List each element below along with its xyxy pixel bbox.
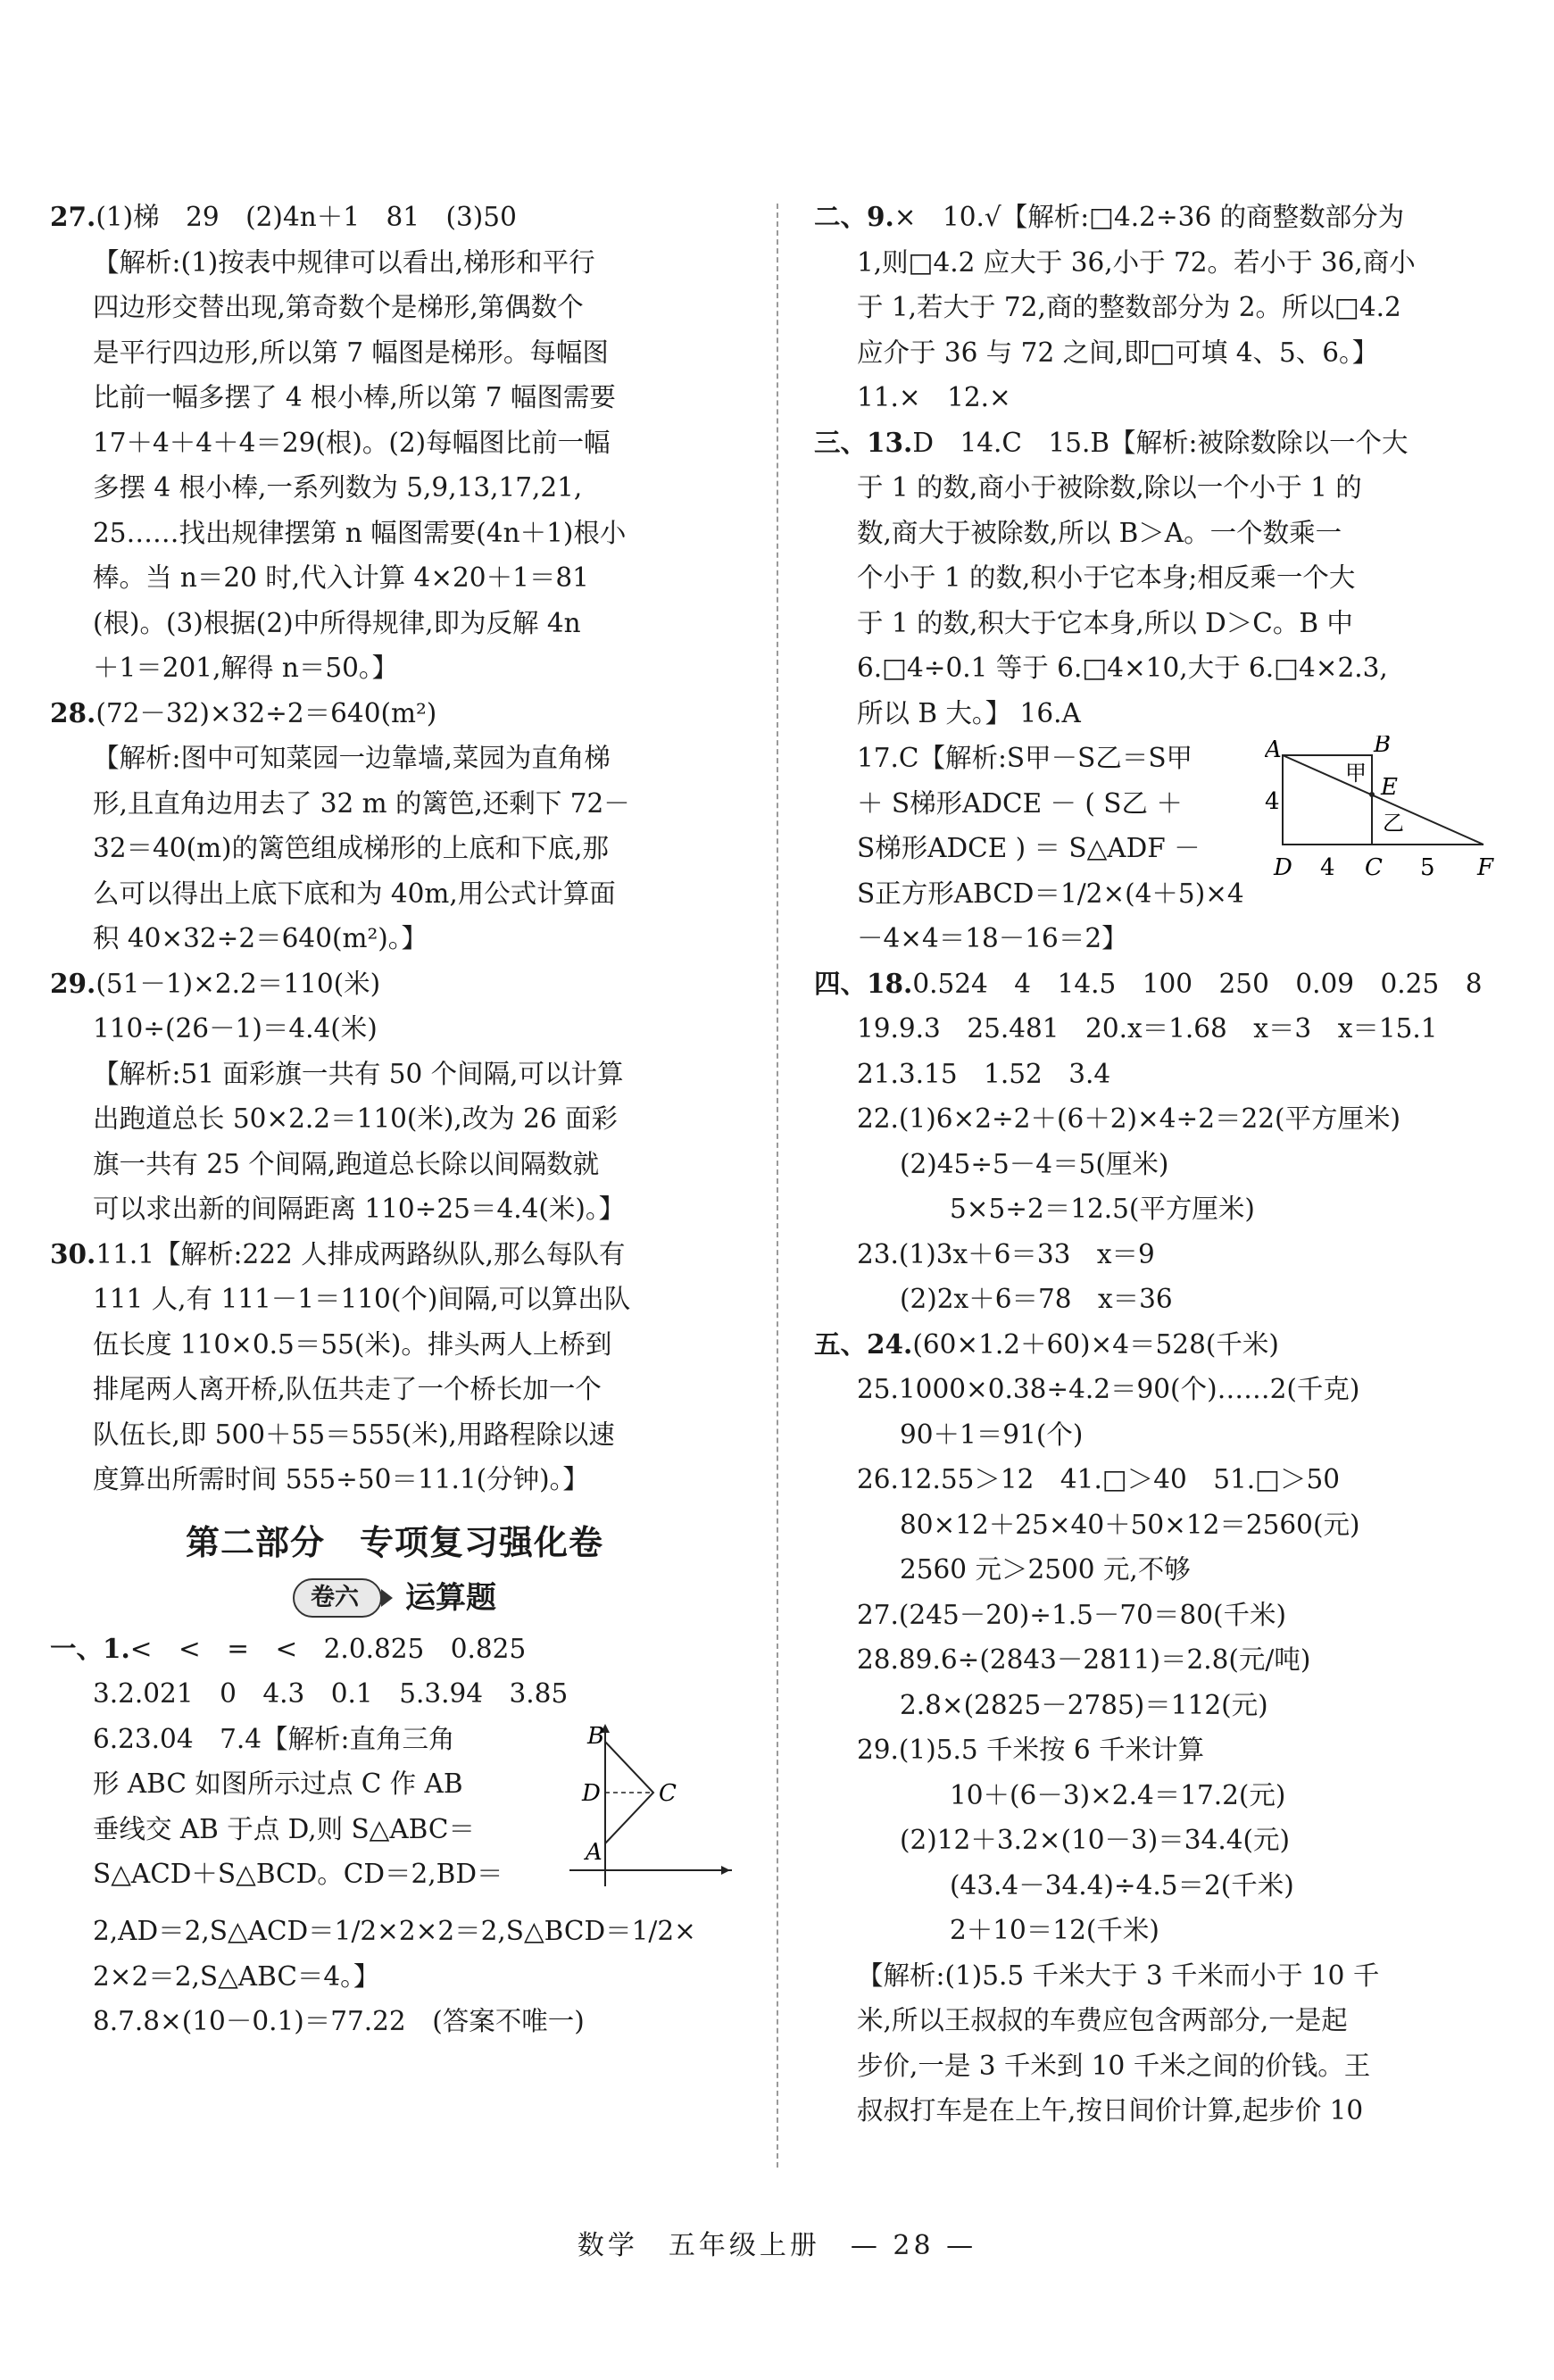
answer-text: × 10.√【解析:□4.2÷36 的商整数部分为: [893, 202, 1405, 232]
section-name: 运算题: [405, 1580, 496, 1616]
answer-line: [814, 1096, 1506, 1142]
answer-text: 伍长度 110×0.5＝55(米)。排头两人上桥到: [93, 1328, 612, 1360]
answer-text: 可以求出新的间隔距离 110÷25＝4.4(米)。】: [93, 1194, 626, 1224]
answer-text: 是平行四边形,所以第 7 幅图是梯形。每幅图: [93, 337, 609, 368]
answer-line: [50, 1367, 739, 1412]
answer-line: [50, 691, 739, 736]
question-number: 三、13.: [814, 426, 913, 458]
answer-line: [50, 1909, 739, 1954]
answer-line: [50, 195, 739, 240]
answer-line: [50, 961, 739, 1007]
answer-line: [50, 1954, 739, 2000]
answer-text: 23.(1)3x＋6＝33 x＝9: [857, 1238, 1155, 1269]
answer-text: (2)2x＋6＝78 x＝36: [900, 1284, 1173, 1314]
answer-line: [814, 1727, 1506, 1773]
q6-block: [50, 1717, 739, 1910]
answer-line: [814, 1412, 1506, 1458]
answer-line: S正方形ABCD＝1/2×(4＋5)×4: [857, 878, 1244, 909]
answer-line: [814, 1367, 1506, 1412]
question-number: 29.: [50, 967, 96, 999]
answer-text: 步价,一是 3 千米到 10 千米之间的价钱。王: [857, 2050, 1371, 2081]
answer-text: 32＝40(m)的篱笆组成梯形的上底和下底,那: [93, 833, 609, 863]
answer-line: [50, 871, 739, 917]
answer-text: 米,所以王叔叔的车费应包含两部分,一是起: [857, 2005, 1348, 2035]
answer-text: 11.1【解析:222 人排成两路纵队,那么每队有: [96, 1238, 626, 1269]
answer-line: [50, 781, 739, 827]
answer-line: [50, 1999, 739, 2044]
answer-text: 22.(1)6×2÷2＋(6＋2)×4÷2＝22(平方厘米): [857, 1103, 1401, 1134]
label-c: C: [1365, 854, 1383, 881]
answer-line: [50, 1232, 739, 1277]
answer-line: [814, 916, 1506, 961]
answer-text: 25.1000×0.38÷4.2＝90(个)……2(千克): [857, 1374, 1360, 1404]
answer-line: [50, 601, 739, 646]
q17-text: [814, 736, 1265, 916]
answer-text: 2×2＝2,S△ABC＝4。】: [93, 1960, 380, 1992]
answer-line: [50, 1322, 739, 1368]
answer-text: (1)梯 29 (2)4n＋1 81 (3)50: [96, 202, 517, 232]
label-d: D: [1274, 854, 1292, 881]
answer-line: [50, 1096, 739, 1142]
question-number: 28.: [50, 696, 96, 728]
label-dc: 4: [1320, 854, 1335, 881]
label-a: A: [586, 1838, 602, 1866]
answer-line: [50, 375, 739, 420]
answer-line: [814, 195, 1506, 240]
answer-text: 于 1 的数,商小于被除数,除以一个小于 1 的: [857, 472, 1362, 503]
answer-text: －4×4＝18－16＝2】: [857, 923, 1128, 953]
page-footer: 数学 五年级上册 — 28 —: [577, 2230, 977, 2261]
question-number: 30.: [50, 1237, 96, 1269]
answer-line: [50, 240, 739, 286]
answer-line: S梯形ADCE ) ＝ S△ADF －: [857, 833, 1201, 863]
answer-line: [814, 1818, 1506, 1863]
answer-line: [814, 1277, 1506, 1322]
answer-text: 2＋10＝12(千米): [950, 1915, 1159, 1945]
answer-text: 27.(245－20)÷1.5－70＝80(千米): [857, 1599, 1287, 1630]
answer-text: 【解析:(1)5.5 千米大于 3 千米而小于 10 千: [857, 1960, 1380, 1991]
answer-line: S△ACD＋S△BCD。CD＝2,BD＝: [93, 1859, 503, 1889]
answer-line: [50, 1412, 739, 1458]
label-f: F: [1477, 854, 1494, 881]
answer-text: 【解析:(1)按表中规律可以看出,梯形和平行: [93, 246, 595, 278]
answer-line: [814, 1953, 1506, 1999]
answer-line: [814, 285, 1506, 330]
answer-text: 0.524 4 14.5 100 250 0.09 0.25 8: [912, 968, 1483, 999]
section-header: [50, 1576, 739, 1621]
answer-line: [814, 1006, 1506, 1052]
label-a: A: [1265, 736, 1282, 763]
answer-text: 25……找出规律摆第 n 幅图需要(4n＋1)根小: [93, 517, 627, 548]
answer-line: [814, 645, 1506, 691]
answer-text: 积 40×32÷2＝640(m²)。】: [93, 923, 428, 953]
answer-line: [814, 1637, 1506, 1683]
answer-text: 数,商大于被除数,所以 B＞A。一个数乘一: [857, 517, 1342, 548]
answer-text: 叔叔打车是在上午,按日间价计算,起步价 10: [857, 2095, 1364, 2126]
answer-line: [814, 330, 1506, 376]
answer-text: 么可以得出上底下底和为 40m,用公式计算面: [93, 878, 616, 909]
answer-line: [814, 555, 1506, 601]
answer-line: [814, 240, 1506, 286]
answer-line: [50, 1627, 739, 1672]
label-b: B: [587, 1722, 605, 1750]
answer-line: [814, 1052, 1506, 1097]
answer-text: (2)45÷5－4＝5(厘米): [900, 1148, 1169, 1179]
q6-text: [50, 1717, 561, 1897]
answer-text: 【解析:51 面彩旗一共有 50 个间隔,可以计算: [93, 1058, 624, 1089]
answer-line: [50, 555, 739, 601]
answer-text: 8.7.8×(10－0.1)＝77.22 (答案不唯一): [93, 2006, 585, 2036]
answer-line: [50, 420, 739, 466]
answer-text: 90＋1＝91(个): [900, 1419, 1084, 1450]
answer-text: (43.4－34.4)÷4.5＝2(千米): [950, 1869, 1294, 1901]
label-yi: 乙: [1383, 811, 1404, 836]
answer-text: 111 人,有 111－1＝110(个)间隔,可以算出队: [93, 1284, 631, 1314]
answer-line: [50, 285, 739, 330]
answer-text: 出跑道总长 50×2.2＝110(米),改为 26 面彩: [93, 1103, 619, 1134]
answer-text: 28.89.6÷(2843－2811)＝2.8(元/吨): [857, 1644, 1311, 1675]
question-number: 27.: [50, 201, 96, 232]
answer-line: 6.23.04 7.4【解析:直角三角: [93, 1723, 455, 1754]
answer-text: 3.2.021 0 4.3 0.1 5.3.94 3.85: [93, 1678, 569, 1709]
answer-text: 19.9.3 25.481 20.x＝1.68 x＝3 x＝15.1: [857, 1013, 1438, 1044]
answer-text: 个小于 1 的数,积小于它本身;相反乘一个大: [857, 562, 1356, 593]
label-b: B: [1374, 736, 1392, 758]
answer-line: [50, 916, 739, 961]
answer-text: (2)12＋3.2×(10－3)＝34.4(元): [900, 1825, 1290, 1855]
answer-line: [814, 1457, 1506, 1502]
answer-line: [814, 1773, 1506, 1818]
answer-line: [50, 1457, 739, 1502]
answer-line: [814, 1547, 1506, 1593]
answer-line: [814, 420, 1506, 466]
label-jia: 甲: [1345, 761, 1367, 786]
answer-text: 排尾两人离开桥,队伍共走了一个桥长加一个: [93, 1374, 602, 1404]
answer-text: 26.12.55＞12 41.□＞40 51.□＞50: [857, 1464, 1341, 1494]
right-column: [814, 195, 1506, 2134]
answer-text: 队伍长,即 500＋55＝555(米),用路程除以速: [93, 1419, 615, 1450]
answer-text: (60×1.2＋60)×4＝528(千米): [912, 1328, 1279, 1360]
left-answers-part1: [50, 195, 739, 1502]
label-side: 4: [1265, 788, 1280, 815]
answer-line: [50, 1277, 739, 1322]
answer-text: 5×5÷2＝12.5(平方厘米): [950, 1194, 1255, 1224]
answer-line: [814, 1322, 1506, 1368]
answer-line: [814, 691, 1506, 736]
answer-text: (根)。(3)根据(2)中所得规律,即为反解 4n: [93, 607, 581, 638]
answer-line: [814, 1142, 1506, 1187]
answer-text: (51－1)×2.2＝110(米): [96, 968, 381, 999]
q17-block: [814, 736, 1506, 916]
answer-text: 10＋(6－3)×2.4＝17.2(元): [950, 1779, 1286, 1810]
answer-text: 度算出所需时间 555÷50＝11.1(分钟)。】: [93, 1464, 589, 1494]
label-d: D: [582, 1779, 601, 1807]
answer-line: [814, 1863, 1506, 1909]
right-answers-part1: [814, 195, 1506, 736]
answer-line: [50, 1052, 739, 1097]
x-axis-arrow: [721, 1866, 730, 1875]
answer-text: 2.8×(2825－2785)＝112(元): [900, 1689, 1268, 1720]
answer-text: 2,AD＝2,S△ACD＝1/2×2×2＝2,S△BCD＝1/2×: [93, 1916, 696, 1946]
answer-text: 四边形交替出现,第奇数个是梯形,第偶数个: [93, 292, 584, 322]
answer-line: [814, 1998, 1506, 2043]
left-column: [50, 195, 739, 2044]
answer-line: [814, 601, 1506, 646]
question-number: 一、1.: [50, 1632, 130, 1664]
answer-line: [50, 1142, 739, 1187]
left-answers-part3: [50, 1909, 739, 2044]
answer-text: 所以 B 大。】 16.A: [857, 697, 1081, 728]
answer-text: 17＋4＋4＋4＝29(根)。(2)每幅图比前一幅: [93, 427, 611, 458]
answer-line: [50, 1671, 739, 1717]
answer-line: [814, 1683, 1506, 1728]
answer-line: [814, 1186, 1506, 1232]
answer-text: (72－32)×32÷2＝640(m²): [96, 697, 437, 728]
answer-text: 应介于 36 与 72 之间,即□可填 4、5、6。】: [857, 337, 1379, 368]
square-triangle-diagram: [1265, 736, 1506, 896]
answer-text: 于 1,若大于 72,商的整数部分为 2。所以□4.2: [857, 292, 1401, 322]
answer-text: 29.(1)5.5 千米按 6 千米计算: [857, 1735, 1205, 1765]
answer-text: 1,则□4.2 应大于 36,小于 72。若小于 36,商小: [857, 246, 1416, 278]
answer-line: ＋ S梯形ADCE － ( S乙 ＋: [857, 787, 1183, 819]
answer-line: [814, 1502, 1506, 1548]
answer-line: [50, 330, 739, 376]
right-answers-part2: [814, 916, 1506, 2134]
answer-line: [814, 1232, 1506, 1277]
section-tag: 卷六: [293, 1578, 382, 1618]
answer-line: [50, 1186, 739, 1232]
answer-line: [50, 736, 739, 781]
answer-line: 17.C【解析:S甲－S乙＝S甲: [857, 743, 1193, 773]
answer-line: [814, 2043, 1506, 2089]
answer-text: 比前一幅多摆了 4 根小棒,所以第 7 幅图需要: [93, 382, 616, 412]
answer-line: [814, 511, 1506, 556]
answer-line: [814, 465, 1506, 511]
triangle-figure: [561, 1717, 739, 1910]
answer-line: [50, 1006, 739, 1052]
answer-text: 21.3.15 1.52 3.4: [857, 1058, 1111, 1089]
answer-text: 多摆 4 根小棒,一系列数为 5,9,13,17,21,: [93, 472, 583, 503]
answer-line: [50, 465, 739, 511]
answer-text: 于 1 的数,积大于它本身,所以 D＞C。B 中: [857, 607, 1353, 638]
answer-text: 80×12＋25×40＋50×12＝2560(元): [900, 1509, 1360, 1540]
answer-text: 棒。当 n＝20 时,代入计算 4×20＋1＝81: [93, 562, 589, 593]
answer-line: [50, 645, 739, 691]
answer-line: [814, 1593, 1506, 1638]
label-c: C: [659, 1779, 677, 1807]
label-cf: 5: [1420, 854, 1435, 881]
answer-line: [50, 511, 739, 556]
label-e: E: [1381, 774, 1398, 801]
part-title: 第二部分 专项复习强化卷: [185, 1522, 603, 1562]
answer-text: 旗一共有 25 个间隔,跑道总长除以间隔数就: [93, 1148, 600, 1179]
question-number: 二、9.: [814, 201, 894, 232]
column-divider: [777, 204, 778, 2168]
answer-line: [814, 1908, 1506, 1953]
answer-text: ＋1＝201,解得 n＝50。】: [93, 653, 399, 683]
answer-text: 【解析:图中可知菜园一边靠墙,菜园为直角梯: [93, 743, 611, 773]
answer-line: [50, 826, 739, 871]
left-answers-part2: [50, 1627, 739, 1717]
answer-line: [814, 961, 1506, 1007]
answer-text: 11.× 12.×: [857, 382, 1011, 412]
point-e: [1369, 792, 1375, 797]
answer-line: 垂线交 AB 于点 D,则 S△ABC＝: [93, 1813, 475, 1844]
answer-text: D 14.C 15.B【解析:被除数除以一个大: [912, 427, 1409, 458]
answer-text: 6.□4÷0.1 等于 6.□4×10,大于 6.□4×2.3,: [857, 653, 1388, 683]
answer-line: [814, 375, 1506, 420]
answer-text: 形,且直角边用去了 32 m 的篱笆,还剩下 72－: [93, 787, 630, 819]
question-number: 四、18.: [814, 967, 913, 999]
question-number: 五、24.: [814, 1327, 913, 1360]
square-figure: [1265, 736, 1506, 911]
answer-line: 形 ABC 如图所示过点 C 作 AB: [93, 1768, 463, 1799]
answer-text: 2560 元＞2500 元,不够: [900, 1554, 1191, 1585]
answer-line: [814, 2088, 1506, 2134]
answer-text: 110÷(26－1)＝4.4(米): [93, 1013, 378, 1044]
answer-text: < < = < 2.0.825 0.825: [129, 1633, 527, 1664]
triangle-diagram: [561, 1717, 739, 1895]
